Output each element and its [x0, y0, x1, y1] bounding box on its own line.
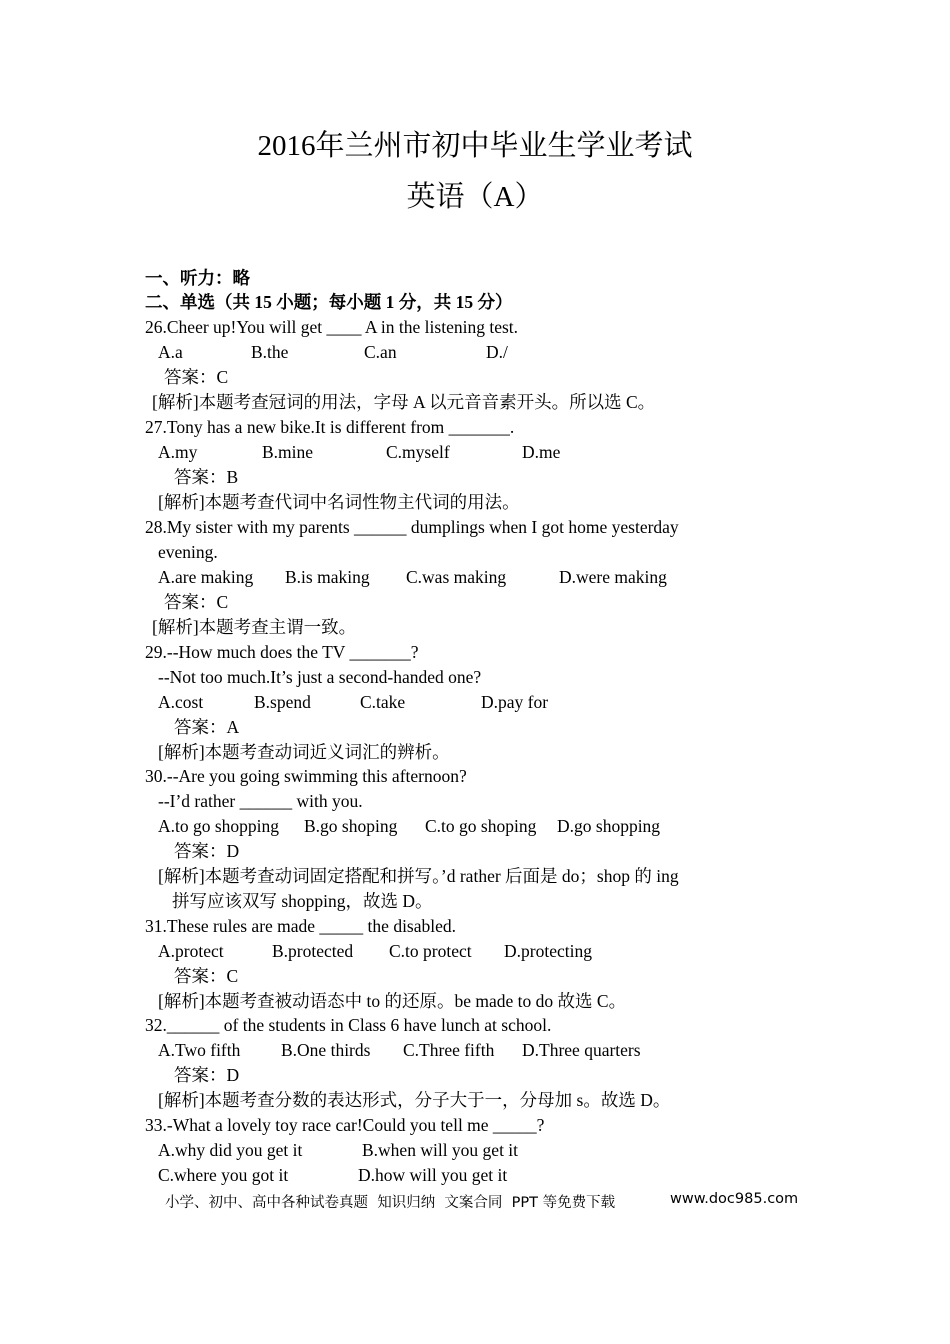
section-listening: 一、听力：略: [145, 268, 250, 288]
q29-analysis: [解析]本题考查动词近义词汇的辨析。: [158, 742, 450, 762]
q26-analysis: [解析]本题考查冠词的用法，字母 A 以元音音素开头。所以选 C。: [152, 392, 656, 412]
footer-text: 小学、初中、高中各种试卷真题 知识归纳 文案合同 PPT 等免费下载: [165, 1195, 616, 1211]
q28-option-b: B.is making: [285, 567, 370, 587]
q31-option-b: B.protected: [272, 941, 354, 961]
q33-option-d: D.how will you get it: [358, 1165, 508, 1185]
q28-stem-cont: evening.: [158, 542, 218, 562]
q30-stem: 30.--Are you going swimming this afternoon?: [145, 766, 467, 786]
q32-stem: 32.______ of the students in Class 6 have lunch at school.: [145, 1015, 552, 1035]
q32-option-d: D.Three quarters: [522, 1040, 641, 1060]
q30-answer: 答案：D: [174, 841, 240, 861]
q27-option-d: D.me: [522, 442, 561, 462]
q31-option-c: C.to protect: [389, 941, 472, 961]
q30-reply: --I’d rather ______ with you.: [158, 791, 363, 811]
q27-option-a: A.my: [158, 442, 198, 462]
q28-stem: 28.My sister with my parents ______ dumplings when I got home yesterday: [145, 517, 679, 537]
q32-option-c: C.Three fifth: [403, 1040, 495, 1060]
q30-option-c: C.to go shoping: [425, 816, 537, 836]
q30-analysis-cont: 拼写应该双写 shopping，故选 D。: [172, 891, 433, 911]
q29-stem: 29.--How much does the TV _______?: [145, 642, 419, 662]
q33-stem: 33.-What a lovely toy race car!Could you tell me _____?: [145, 1115, 545, 1135]
q33-option-a: A.why did you get it: [158, 1140, 303, 1160]
q32-option-a: A.Two fifth: [158, 1040, 241, 1060]
q28-option-a: A.are making: [158, 567, 254, 587]
exam-title: 2016年兰州市初中毕业生学业考试: [257, 130, 693, 162]
q26-option-c: C.an: [364, 342, 397, 362]
q30-option-a: A.to go shopping: [158, 816, 280, 836]
q30-option-d: D.go shopping: [557, 816, 661, 836]
q29-option-c: C.take: [360, 692, 406, 712]
q29-answer: 答案：A: [174, 717, 240, 737]
q27-analysis: [解析]本题考查代词中名词性物主代词的用法。: [158, 492, 520, 512]
footer-url[interactable]: www.doc985.com: [670, 1191, 799, 1207]
section-single-choice: 二、单选（共 15 小题；每小题 1 分，共 15 分）: [145, 292, 513, 312]
q32-option-b: B.One thirds: [281, 1040, 371, 1060]
q29-option-b: B.spend: [254, 692, 311, 712]
q29-option-a: A.cost: [158, 692, 204, 712]
q33-option-b: B.when will you get it: [362, 1140, 519, 1160]
q26-answer: 答案：C: [164, 367, 229, 387]
q26-stem: 26.Cheer up!You will get ____ A in the listening test.: [145, 317, 519, 337]
q27-answer: 答案：B: [174, 467, 239, 487]
q32-analysis: [解析]本题考查分数的表达形式，分子大于一，分母加 s。故选 D。: [158, 1090, 671, 1110]
q27-stem: 27.Tony has a new bike.It is different from _______.: [145, 417, 515, 437]
q31-option-a: A.protect: [158, 941, 224, 961]
q30-option-b: B.go shoping: [304, 816, 398, 836]
q31-option-d: D.protecting: [504, 941, 592, 961]
q28-analysis: [解析]本题考查主谓一致。: [152, 617, 357, 637]
q31-stem: 31.These rules are made _____ the disabled.: [145, 916, 457, 936]
q29-reply: --Not too much.It’s just a second-handed one?: [158, 667, 482, 687]
q30-analysis: [解析]本题考查动词固定搭配和拼写。’d rather 后面是 do；shop 的 ing: [158, 866, 679, 886]
q26-option-d: D./: [486, 342, 508, 362]
q29-option-d: D.pay for: [481, 692, 549, 712]
q33-option-c: C.where you got it: [158, 1165, 289, 1185]
q31-answer: 答案：C: [174, 966, 239, 986]
q27-option-b: B.mine: [262, 442, 314, 462]
exam-subtitle: 英语（A）: [406, 181, 544, 213]
q31-analysis: [解析]本题考查被动语态中 to 的还原。be made to do 故选 C。: [158, 991, 627, 1011]
q28-answer: 答案：C: [164, 592, 229, 612]
q32-answer: 答案：D: [174, 1065, 240, 1085]
q27-option-c: C.myself: [386, 442, 450, 462]
q28-option-d: D.were making: [559, 567, 667, 587]
q26-option-a: A.a: [158, 342, 183, 362]
q28-option-c: C.was making: [406, 567, 507, 587]
q26-option-b: B.the: [251, 342, 289, 362]
